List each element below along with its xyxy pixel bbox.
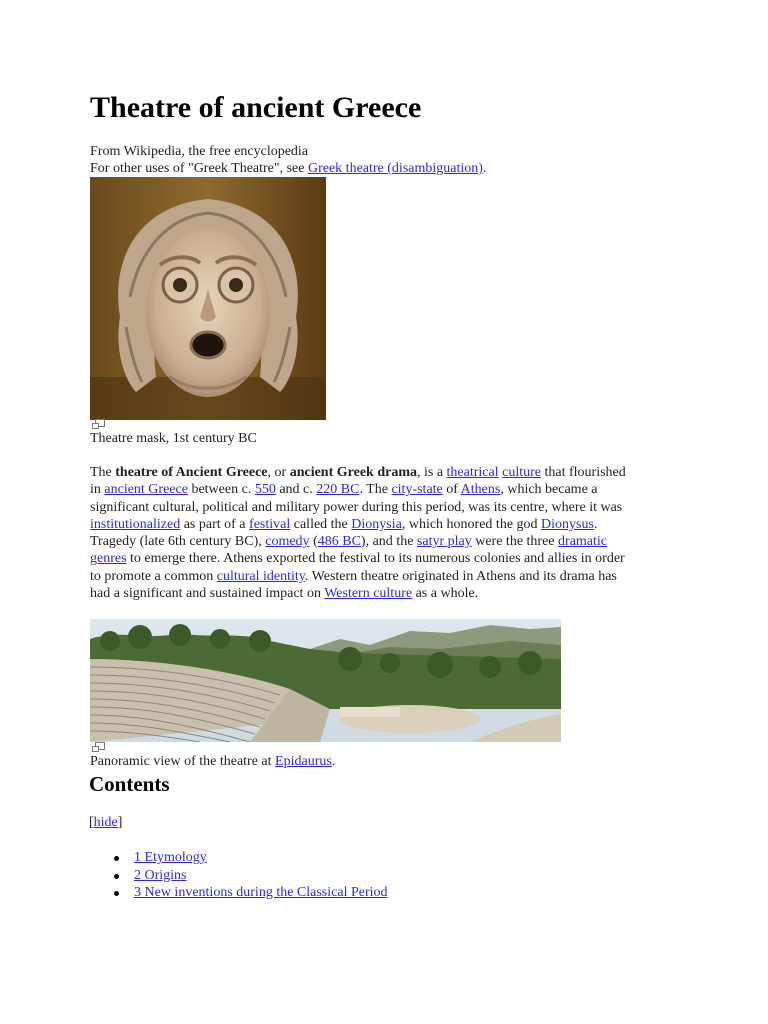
link-institutionalized[interactable]: institutionalized <box>90 516 181 532</box>
panorama-caption: Panoramic view of the theatre at Epidaurus. <box>90 754 336 769</box>
toc-list <box>90 849 388 902</box>
link-220bc[interactable]: 220 BC <box>316 482 360 498</box>
link-dionysus[interactable]: Dionysus <box>541 516 594 532</box>
link-ancient-greece[interactable]: ancient Greece <box>104 482 188 498</box>
link-dramatic-genres-cont[interactable]: genres <box>90 551 127 567</box>
disambiguation-link[interactable]: Greek theatre (disambiguation) <box>307 161 483 176</box>
article-subheader <box>90 143 690 177</box>
link-550[interactable]: 550 <box>254 482 276 498</box>
hatnote: For other uses of "Greek Theatre", see Greek theatre (disambiguation). <box>90 161 487 176</box>
link-satyr-play[interactable]: satyr play <box>416 534 472 550</box>
from-wikipedia-line: From Wikipedia, the free encyclopedia <box>90 144 309 159</box>
link-dramatic-genres[interactable]: dramatic <box>558 534 608 550</box>
link-athens[interactable]: Athens <box>460 482 501 498</box>
link-dionysia[interactable]: Dionysia <box>351 516 402 532</box>
enlarge-icon[interactable] <box>92 419 104 428</box>
link-cultural-identity[interactable]: cultural identity <box>216 568 305 584</box>
link-comedy[interactable]: comedy <box>265 534 310 550</box>
link-city-state[interactable]: city-state <box>391 482 443 498</box>
toc-toggle: [hide] <box>89 815 123 830</box>
toc-item <box>90 884 388 902</box>
epidaurus-panorama-image[interactable] <box>90 619 561 742</box>
bold-term: ancient Greek drama <box>289 465 417 480</box>
link-theatrical[interactable]: theatrical <box>446 465 499 480</box>
intro-paragraph: The theatre of Ancient Greece, or ancient Greek drama, is a theatrical culture that flourished in ancient Greece between c. 550 and c. 220 BC. The city-state of Athens, which became a significant cultural, political and military power during this period, was its centre, where it was institutionalized as part of a festival called the Dionysia, which honored the god Dionysus. Tragedy (late 6th century BC), comedy (486 BC), and the satyr play were the three dramatic genres to emerge there. Athens exported the festival to its numerous colonies and allies in order to promote a common cultural identity. Western theatre originated in Athens and its drama has had a significant and sustained impact on Western culture as a whole. <box>90 465 626 602</box>
enlarge-icon[interactable] <box>92 742 104 751</box>
toc-link-origins[interactable]: 2 Origins <box>134 867 187 883</box>
link-epidaurus[interactable]: Epidaurus <box>275 754 332 769</box>
toc-item <box>90 867 388 885</box>
mask-caption: Theatre mask, 1st century BC <box>90 431 257 446</box>
theatre-mask-image[interactable] <box>90 177 326 420</box>
link-festival[interactable]: festival <box>249 516 291 532</box>
bold-term: theatre of Ancient Greece <box>115 465 268 480</box>
link-486bc[interactable]: 486 BC <box>317 534 361 550</box>
toc-hide-link[interactable]: hide <box>93 815 118 830</box>
toc-link-new-inventions[interactable]: 3 New inventions during the Classical Period <box>134 885 388 900</box>
link-western-culture[interactable]: Western culture <box>324 586 413 602</box>
page-title: Theatre of ancient Greece <box>90 91 422 124</box>
toc-item <box>90 849 388 867</box>
link-culture[interactable]: culture <box>502 465 541 480</box>
toc-link-etymology[interactable]: 1 Etymology <box>134 850 207 865</box>
contents-heading: Contents <box>89 772 170 796</box>
